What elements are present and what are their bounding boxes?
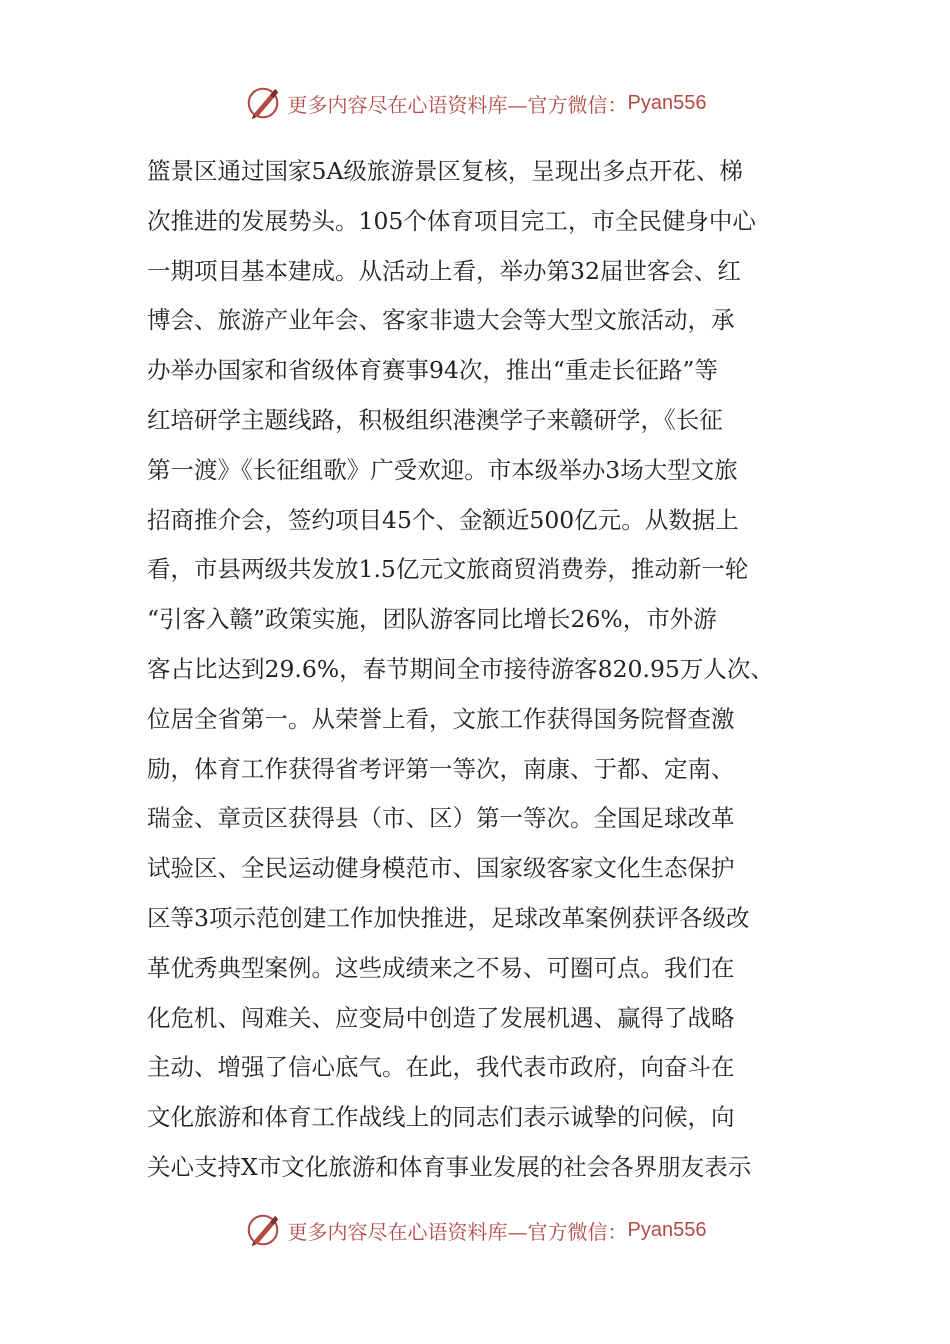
body-line: 篮景区通过国家5A级旅游景区复核，呈现出多点开花、梯 bbox=[147, 157, 743, 185]
body-line: 革优秀典型案例。这些成绩来之不易、可圈可点。我们在 bbox=[147, 953, 735, 982]
body-line: 瑞金、章贡区获得县（市、区）第一等次。全国足球改革 bbox=[147, 804, 735, 833]
pen-logo-icon bbox=[244, 1211, 282, 1249]
body-line: 看，市县两级共发放1.5亿元文旅商贸消费券，推动新一轮 bbox=[147, 555, 749, 584]
body-line: 一期项目基本建成。从活动上看，举办第32届世客会、红 bbox=[147, 256, 741, 285]
body-line: 试验区、全民运动健身模范市、国家级客家文化生态保护 bbox=[147, 854, 735, 883]
footer-wechat-id: Pyan556 bbox=[627, 1218, 707, 1241]
body-line: 主动、增强了信心底气。在此，我代表市政府，向奋斗在 bbox=[147, 1053, 735, 1082]
body-line: 客占比达到29.6%，春节期间全市接待游客820.95万人次、 bbox=[147, 654, 774, 683]
body-line: 化危机、闯难关、应变局中创造了发展机遇、赢得了战略 bbox=[147, 1003, 735, 1032]
body-line: 博会、旅游产业年会、客家非遗大会等大型文旅活动，承 bbox=[147, 306, 735, 335]
body-line: 区等3项示范创建工作加快推进，足球改革案例获评各级改 bbox=[147, 903, 750, 932]
body-line: 次推进的发展势头。105个体育项目完工，市全民健身中心 bbox=[147, 206, 756, 235]
footer-banner-text: 更多内容尽在心语资料库—官方微信： bbox=[287, 1219, 628, 1244]
footer-banner bbox=[0, 1205, 950, 1255]
body-line: 励，体育工作获得省考评第一等次，南康、于都、定南、 bbox=[147, 754, 735, 783]
body-line: 办举办国家和省级体育赛事94次，推出“重走长征路”等 bbox=[147, 356, 718, 385]
header-wechat-id: Pyan556 bbox=[627, 91, 707, 114]
pen-logo-icon bbox=[244, 84, 282, 122]
document-body bbox=[147, 147, 827, 1193]
body-line: 红培研学主题线路，积极组织港澳学子来赣研学，《长征 bbox=[147, 405, 723, 434]
body-line: 位居全省第一。从荣誉上看，文旅工作获得国务院督查激 bbox=[147, 704, 735, 733]
body-line: 第一渡》《长征组歌》广受欢迎。市本级举办3场大型文旅 bbox=[147, 455, 738, 484]
body-line: “引客入赣”政策实施，团队游客同比增长26%，市外游 bbox=[147, 605, 717, 634]
body-line: 文化旅游和体育工作战线上的同志们表示诚挚的问候，向 bbox=[147, 1103, 735, 1132]
body-line: 招商推介会，签约项目45个、金额近500亿元。从数据上 bbox=[147, 505, 739, 534]
header-banner-text: 更多内容尽在心语资料库—官方微信： bbox=[287, 92, 628, 117]
body-line: 关心支持X市文化旅游和体育事业发展的社会各界朋友表示 bbox=[147, 1152, 752, 1181]
header-banner bbox=[0, 78, 950, 128]
